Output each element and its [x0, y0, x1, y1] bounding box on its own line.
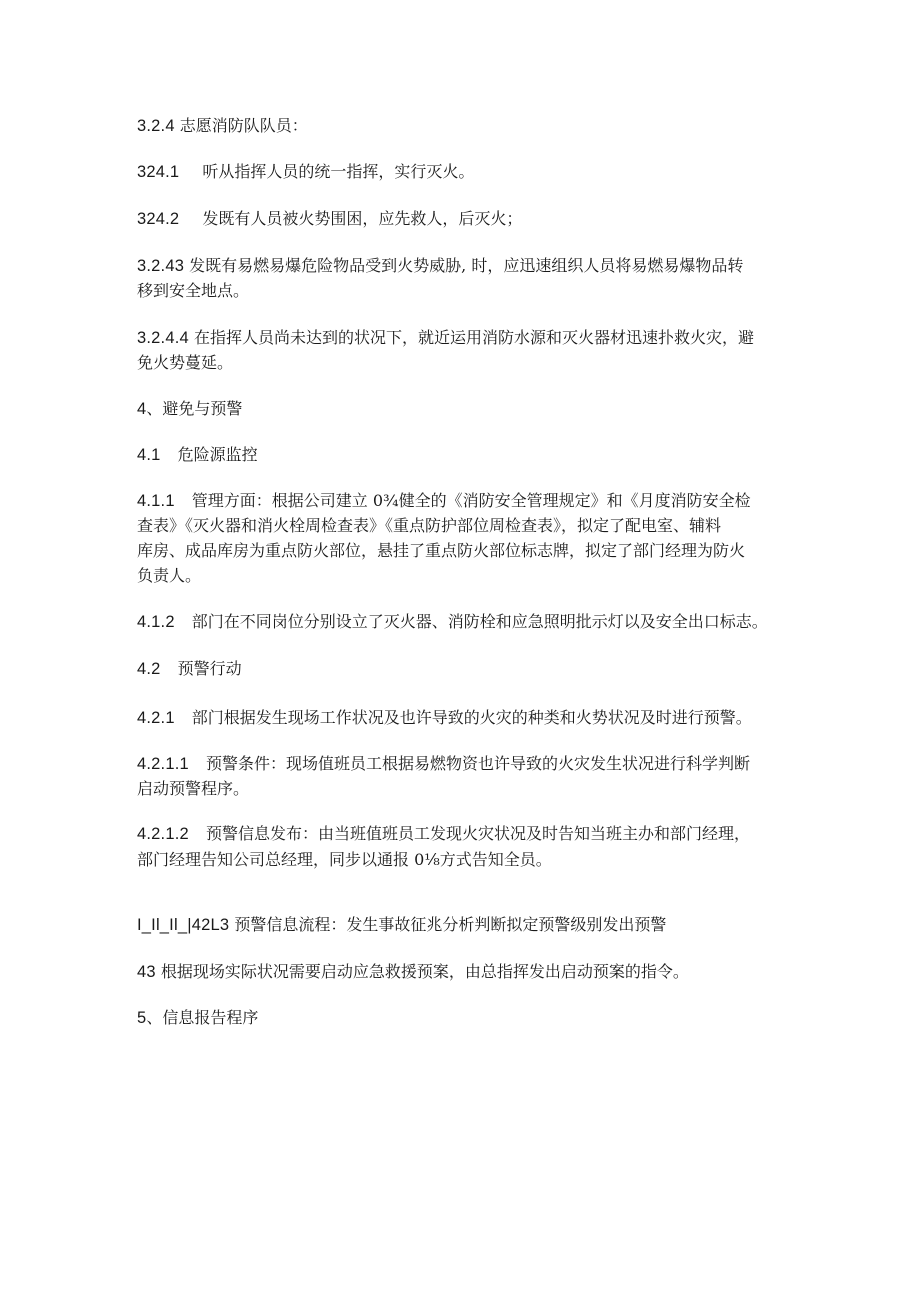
paragraph-text: 预警信息流程：发生事故征兆分析判断拟定预警级别发出预警 [234, 915, 667, 934]
paragraph-4-2-1 [137, 706, 789, 730]
section-number: 4.2.1.1 [137, 755, 189, 773]
paragraph-text: 移到安全地点。 [137, 281, 250, 300]
section-number: 3.2.4.4 [137, 329, 189, 347]
paragraph-4-2-1-1-cont [137, 777, 789, 801]
heading-text: 危险源监控 [177, 445, 258, 464]
paragraph-text: 发既有人员被火势围困，应先救人，后灭火； [202, 209, 523, 228]
section-number: 4.1.1 [137, 492, 175, 510]
paragraph-text: 预警条件：现场值班员工根据易燃物资也许导致的火灾发生状况进行科学判断 [205, 754, 750, 773]
section-number: 5 [137, 1009, 147, 1027]
paragraph-text: 部门经理告知公司总经理，同步以通报 0⅛方式告知全员。 [137, 850, 552, 869]
paragraph-text: 部门根据发生现场工作状况及也许导致的火灾的种类和火势状况及时进行预警。 [191, 708, 752, 727]
paragraph-text: 预警信息发布：由当班值班员工发现火灾状况及时告知当班主办和部门经理， [205, 824, 750, 843]
paragraph-3-2-4-4-cont [137, 351, 789, 375]
section-number: 3.2.43 [137, 257, 185, 275]
paragraph-text: 查表》《灭火器和消火栓周检查表》《重点防护部位周检查表》，拟定了配电室、辅料 [137, 516, 722, 535]
paragraph-text: 免火势蔓延。 [137, 353, 234, 372]
paragraph-4-2-1-2-cont [137, 848, 789, 872]
heading-4-1 [137, 443, 789, 467]
paragraph-4-1-1 [137, 489, 789, 513]
heading-text: 预警行动 [177, 659, 242, 678]
section-number: 324.1 [137, 163, 180, 181]
paragraph-3-2-4-3-cont [137, 279, 789, 303]
section-number: 4.1 [137, 446, 161, 464]
heading-text: 、信息报告程序 [146, 1008, 259, 1027]
paragraph-text: 志愿消防队队员： [179, 116, 308, 135]
section-number: 4 [137, 400, 147, 418]
paragraph-4-1-2 [137, 610, 789, 634]
paragraph-text: 听从指挥人员的统一指挥，实行灭火。 [202, 162, 475, 181]
paragraph-3-2-4 [137, 114, 789, 138]
section-number: 3.2.4 [137, 117, 175, 135]
paragraph-text: 在指挥人员尚未达到的状况下，就近运用消防水源和灭火器材迅速扑救火灾，避 [193, 328, 754, 347]
paragraph-4-3 [137, 960, 789, 984]
paragraph-text: 发既有易燃易爆危险物品受到火势威胁, 时，应迅速组织人员将易燃易爆物品转 [189, 256, 744, 275]
paragraph-text: 管理方面：根据公司建立 0¾健全的《消防安全管理规定》和《月度消防安全检 [191, 491, 751, 510]
section-number: 4.2.1.2 [137, 825, 189, 843]
paragraph-text: 部门在不同岗位分别设立了灭火器、消防栓和应急照明批示灯以及安全出口标志。 [191, 612, 768, 631]
heading-4 [137, 397, 789, 421]
paragraph-text: 库房、成品库房为重点防火部位，悬挂了重点防火部位标志牌，拟定了部门经理为防火 [137, 541, 746, 560]
section-number: I_Il_Il_|42L3 [137, 916, 230, 934]
paragraph-4-2-1-1 [137, 752, 789, 776]
paragraph-text: 根据现场实际状况需要启动应急救援预案，由总指挥发出启动预案的指令。 [160, 962, 689, 981]
heading-5 [137, 1006, 789, 1030]
heading-4-2 [137, 657, 789, 681]
section-number: 4.2 [137, 660, 161, 678]
heading-text: 、避免与预警 [146, 399, 243, 418]
paragraph-3-2-4-4 [137, 326, 789, 350]
paragraph-3-2-4-2 [137, 207, 789, 231]
section-number: 4.2.1 [137, 709, 175, 727]
paragraph-4-1-1-cont-1 [137, 514, 789, 538]
paragraph-text: 启动预警程序。 [137, 779, 250, 798]
paragraph-4-2-1-2 [137, 822, 789, 846]
paragraph-4-1-1-cont-3 [137, 564, 789, 588]
paragraph-3-2-4-3 [137, 254, 789, 278]
section-number: 4.1.2 [137, 613, 175, 631]
section-number: 324.2 [137, 210, 180, 228]
section-number: 43 [137, 963, 156, 981]
paragraph-4-1-1-cont-2 [137, 539, 789, 563]
paragraph-3-2-4-1 [137, 160, 789, 184]
paragraph-text: 负责人。 [137, 566, 202, 585]
paragraph-4-2-1-3 [137, 913, 789, 937]
